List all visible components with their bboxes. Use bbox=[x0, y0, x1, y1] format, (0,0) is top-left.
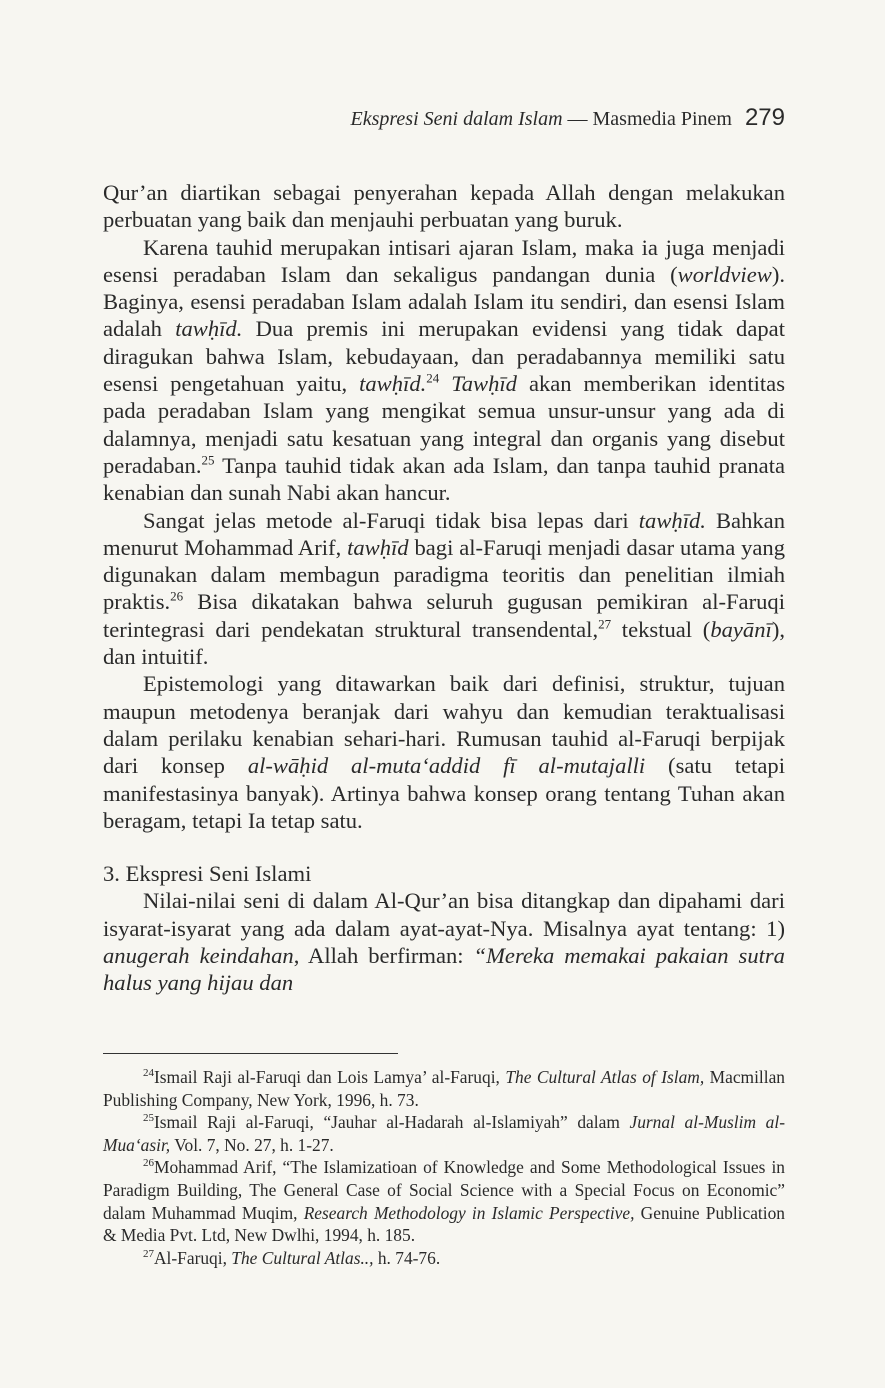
footnote-ref-25: 25 bbox=[201, 452, 215, 468]
running-title: Ekspresi Seni dalam Islam bbox=[350, 108, 563, 130]
paragraph-2: Karena tauhid merupakan intisari ajaran Islam, maka ia juga menjadi esensi peradaban Islam dan sekaligus pandangan dunia (worldview). Baginya, esensi peradaban Islam adalah Islam itu sendiri, dan esensi Islam adalah tawḥīd. Dua premis ini merupakan evidensi yang tidak dapat diragukan bahwa Islam, kebudayaan, dan peradabannya memiliki satu esensi pengetahuan yaitu, tawḥīd.$^{24}$ Tawḥīd akan memberikan identitas pada peradaban Islam yang mengikat semua unsur-unsur yang ada di dalamnya, menjadi satu kesatuan yang integral dan organis yang disebut peradaban.$^{25}$ Tanpa tauhid tidak akan ada Islam, dan tanpa tauhid pranata kenabian dan sunah Nabi akan hancur. bbox=[103, 234, 785, 506]
footnote-ref-26: 26 bbox=[170, 588, 184, 604]
footnotes bbox=[103, 1066, 785, 1269]
main-text bbox=[103, 179, 785, 997]
footnote-26: $^{26}$Mohammad Arif, “The Islamizatioan of Knowledge and Some Methodological Issues in Paradigm Building, The General Case of Social Science with a Special Focus on Economic” dalam Muhammad Muqim, Research Methodology in Islamic Perspective, Genuine Publication & Media Pvt. Ltd, New Dwlhi, 1994, h. 185. bbox=[103, 1157, 785, 1246]
footnote-27: $^{27}$Al-Faruqi, The Cultural Atlas.., h. 74-76. bbox=[143, 1247, 441, 1268]
footnote-24: $^{24}$Ismail Raji al-Faruqi dan Lois Lamya’ al-Faruqi, The Cultural Atlas of Islam, Macmillan Publishing Company, New York, 1996, h. 73. bbox=[103, 1067, 785, 1110]
footnote-ref-24: 24 bbox=[426, 370, 440, 386]
paragraph-1: Qur’an diartikan sebagai penyerahan kepada Allah dengan melakukan perbuatan yang baik dan menjauhi perbuatan yang buruk. bbox=[103, 180, 785, 233]
header-separator: — bbox=[567, 108, 588, 130]
running-header bbox=[351, 104, 786, 132]
footnote-ref-27: 27 bbox=[598, 616, 612, 632]
paragraph-5: Nilai-nilai seni di dalam Al-Qur’an bisa ditangkap dan dipahami dari isyarat-isyarat yang ada dalam ayat-ayat-Nya. Misalnya ayat tentang: 1) anugerah keindahan, Allah berfirman: “Mereka memakai pakaian sutra halus yang hijau dan bbox=[103, 888, 785, 996]
paragraph-4: Epistemologi yang ditawarkan baik dari definisi, struktur, tujuan maupun metodenya beranjak dari wahyu dan kemudian teraktualisasi dalam perilaku kenabian sehari-hari. Rumusan tauhid al-Faruqi berpijak dari konsep al-wāḥid al-muta‘addid fī al-mutajalli (satu tetapi manifestasinya banyak). Artinya bahwa konsep orang tentang Tuhan akan beragam, tetapi Ia tetap satu. bbox=[103, 671, 786, 833]
footnote-divider bbox=[103, 1053, 398, 1054]
page-number: 279 bbox=[744, 104, 785, 131]
paragraph-3: Sangat jelas metode al-Faruqi tidak bisa lepas dari tawḥīd. Bahkan menurut Mohammad Arif, tawḥīd bagi al-Faruqi menjadi dasar utama yang digunakan dalam membagun paradigma teoritis dan penelitian ilmiah praktis.$^{26}$ Bisa dikatakan bahwa seluruh gugusan pemikiran al-Faruqi terintegrasi dari pendekatan struktural transendental,$^{27}$ tekstual (bayānī), dan intuitif. bbox=[103, 507, 785, 670]
footnote-25: $^{25}$Ismail Raji al-Faruqi, “Jauhar al-Hadarah al-Islamiyah” dalam Jurnal al-Muslim al-Mua‘asir, Vol. 7, No. 27, h. 1-27. bbox=[103, 1112, 785, 1155]
header-author: Masmedia Pinem bbox=[592, 108, 732, 130]
section-heading: 3. Ekspresi Seni Islami bbox=[103, 861, 312, 887]
